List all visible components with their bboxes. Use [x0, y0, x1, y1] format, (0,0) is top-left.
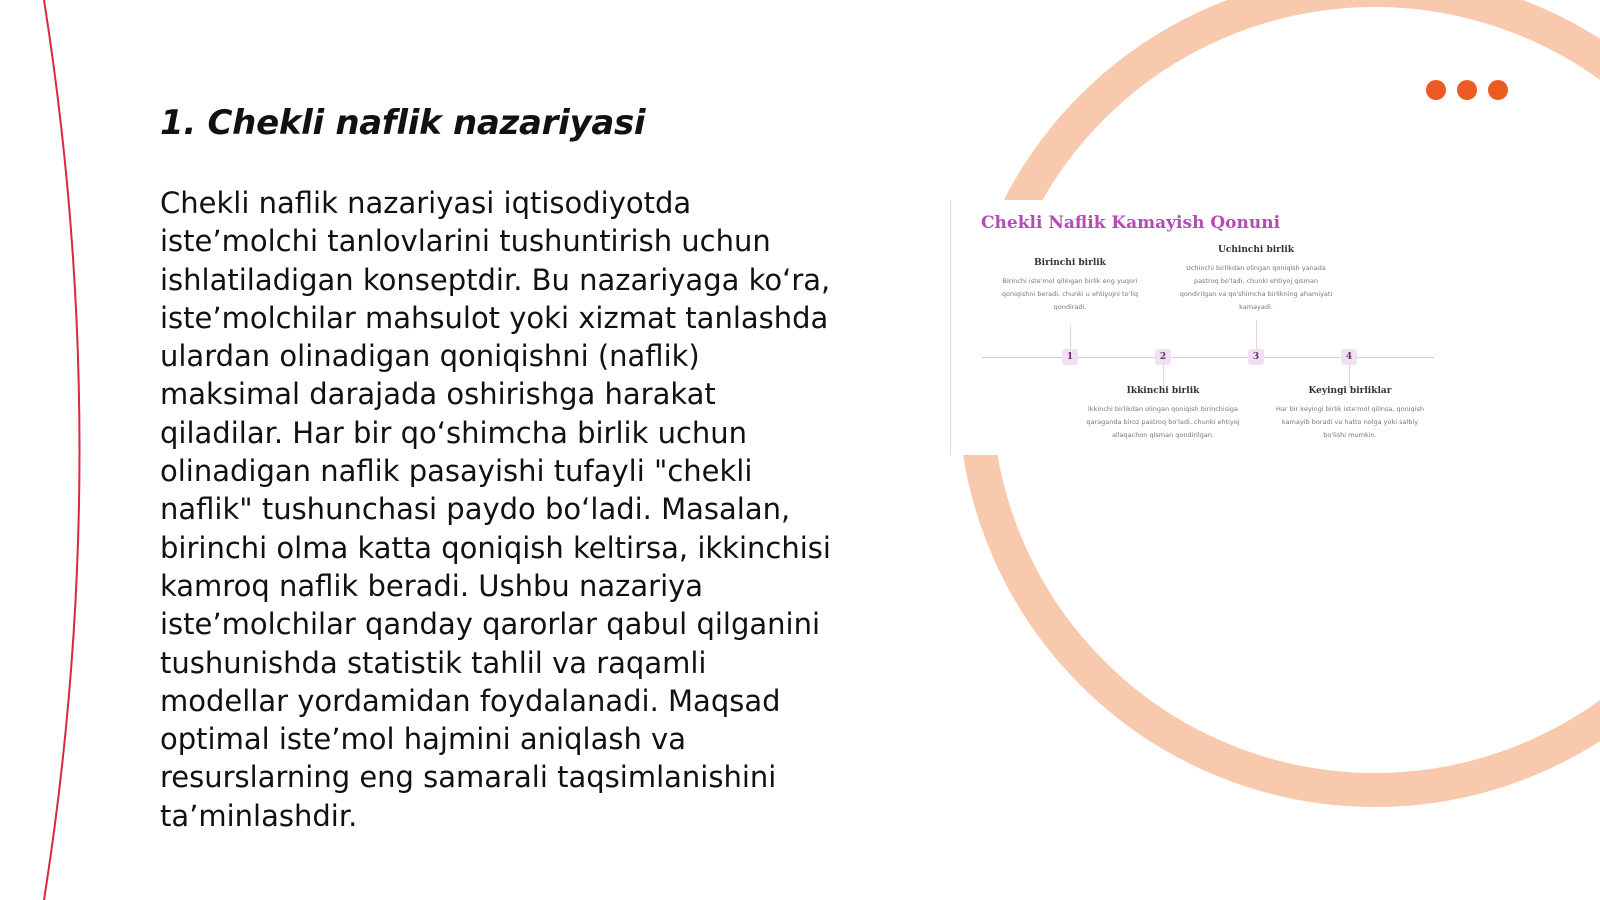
dot-icon — [1488, 80, 1508, 100]
slide-body-text: Chekli naflik nazariyasi iqtisodiyotda iste’molchi tanlovlarini tushuntirish uchun ishlatiladigan konseptdir. Bu nazariyaga ko‘ra, iste’molchilar mahsulot yoki xizmat tanlashda ulardan olinadigan qoniqishni (naflik) maksimal darajada oshirishga harakat qiladilar. Har bir qo‘shimcha birlik uchun olinadigan naflik pasayishi tufayli "chekli naflik" tushunchasi paydo bo‘ladi. Masalan, birinchi olma katta qoniqish keltirsa, ikkinchisi kamroq naflik beradi. Ushbu nazariya iste’molchilar qanday qarorlar qabul qilganini tushunishda statistik tahlil va raqamli modellar yordamidan foydalanadi. Maqsad optimal iste’mol hajmini aniqlash va resurslarning eng samarali taqsimlanishini ta’minlashdir. — [160, 186, 831, 833]
infographic-image — [950, 200, 1440, 455]
dot-icon — [1457, 80, 1477, 100]
step-heading: Ikkinchi birlik — [1126, 386, 1200, 396]
step-description: Birinchi iste'mol qilingan birlik eng yuqori qoniqishni beradi, chunki u ehtiyojni to'liq qondiradi. — [1001, 277, 1139, 311]
step-heading: Keyingi birliklar — [1308, 386, 1392, 396]
step-description: Har bir keyingi birlik iste'mol qilinsa, qoniqish kamayib boradi va hatto nolga yoki salbiy bo'lishi mumkin. — [1276, 405, 1424, 439]
step-description: Uchinchi birlikdan olingan qoniqish yanada pastroq bo'ladi, chunki ehtiyoj qisman qondirilgan va qo'shimcha birlikning ahamiyati kamayadi. — [1179, 264, 1333, 311]
timeline-marker: 4 — [1341, 349, 1357, 365]
timeline-connector — [1256, 320, 1257, 349]
infographic-title: Chekli Naflik Kamayish Qonuni — [981, 213, 1281, 233]
step-heading: Uchinchi birlik — [1218, 245, 1294, 255]
dot-icon — [1426, 80, 1446, 100]
timeline-line — [982, 357, 1434, 358]
timeline-connector — [1070, 325, 1071, 349]
step-heading: Birinchi birlik — [1034, 258, 1106, 268]
infographic-edge — [950, 200, 951, 455]
timeline-marker: 1 — [1062, 349, 1078, 365]
timeline-marker: 2 — [1155, 349, 1171, 365]
step-description: Ikkinchi birlikdan olingan qoniqish birinchisiga qaraganda biroz pastroq bo'ladi, chunki ehtiyoj allaqachon qisman qondirilgan. — [1086, 405, 1240, 439]
slide-title: 1. Chekli naflik nazariyasi — [160, 103, 646, 143]
left-accent-line — [44, 0, 80, 900]
dots-menu-icon — [1426, 80, 1508, 100]
timeline-marker: 3 — [1248, 349, 1264, 365]
